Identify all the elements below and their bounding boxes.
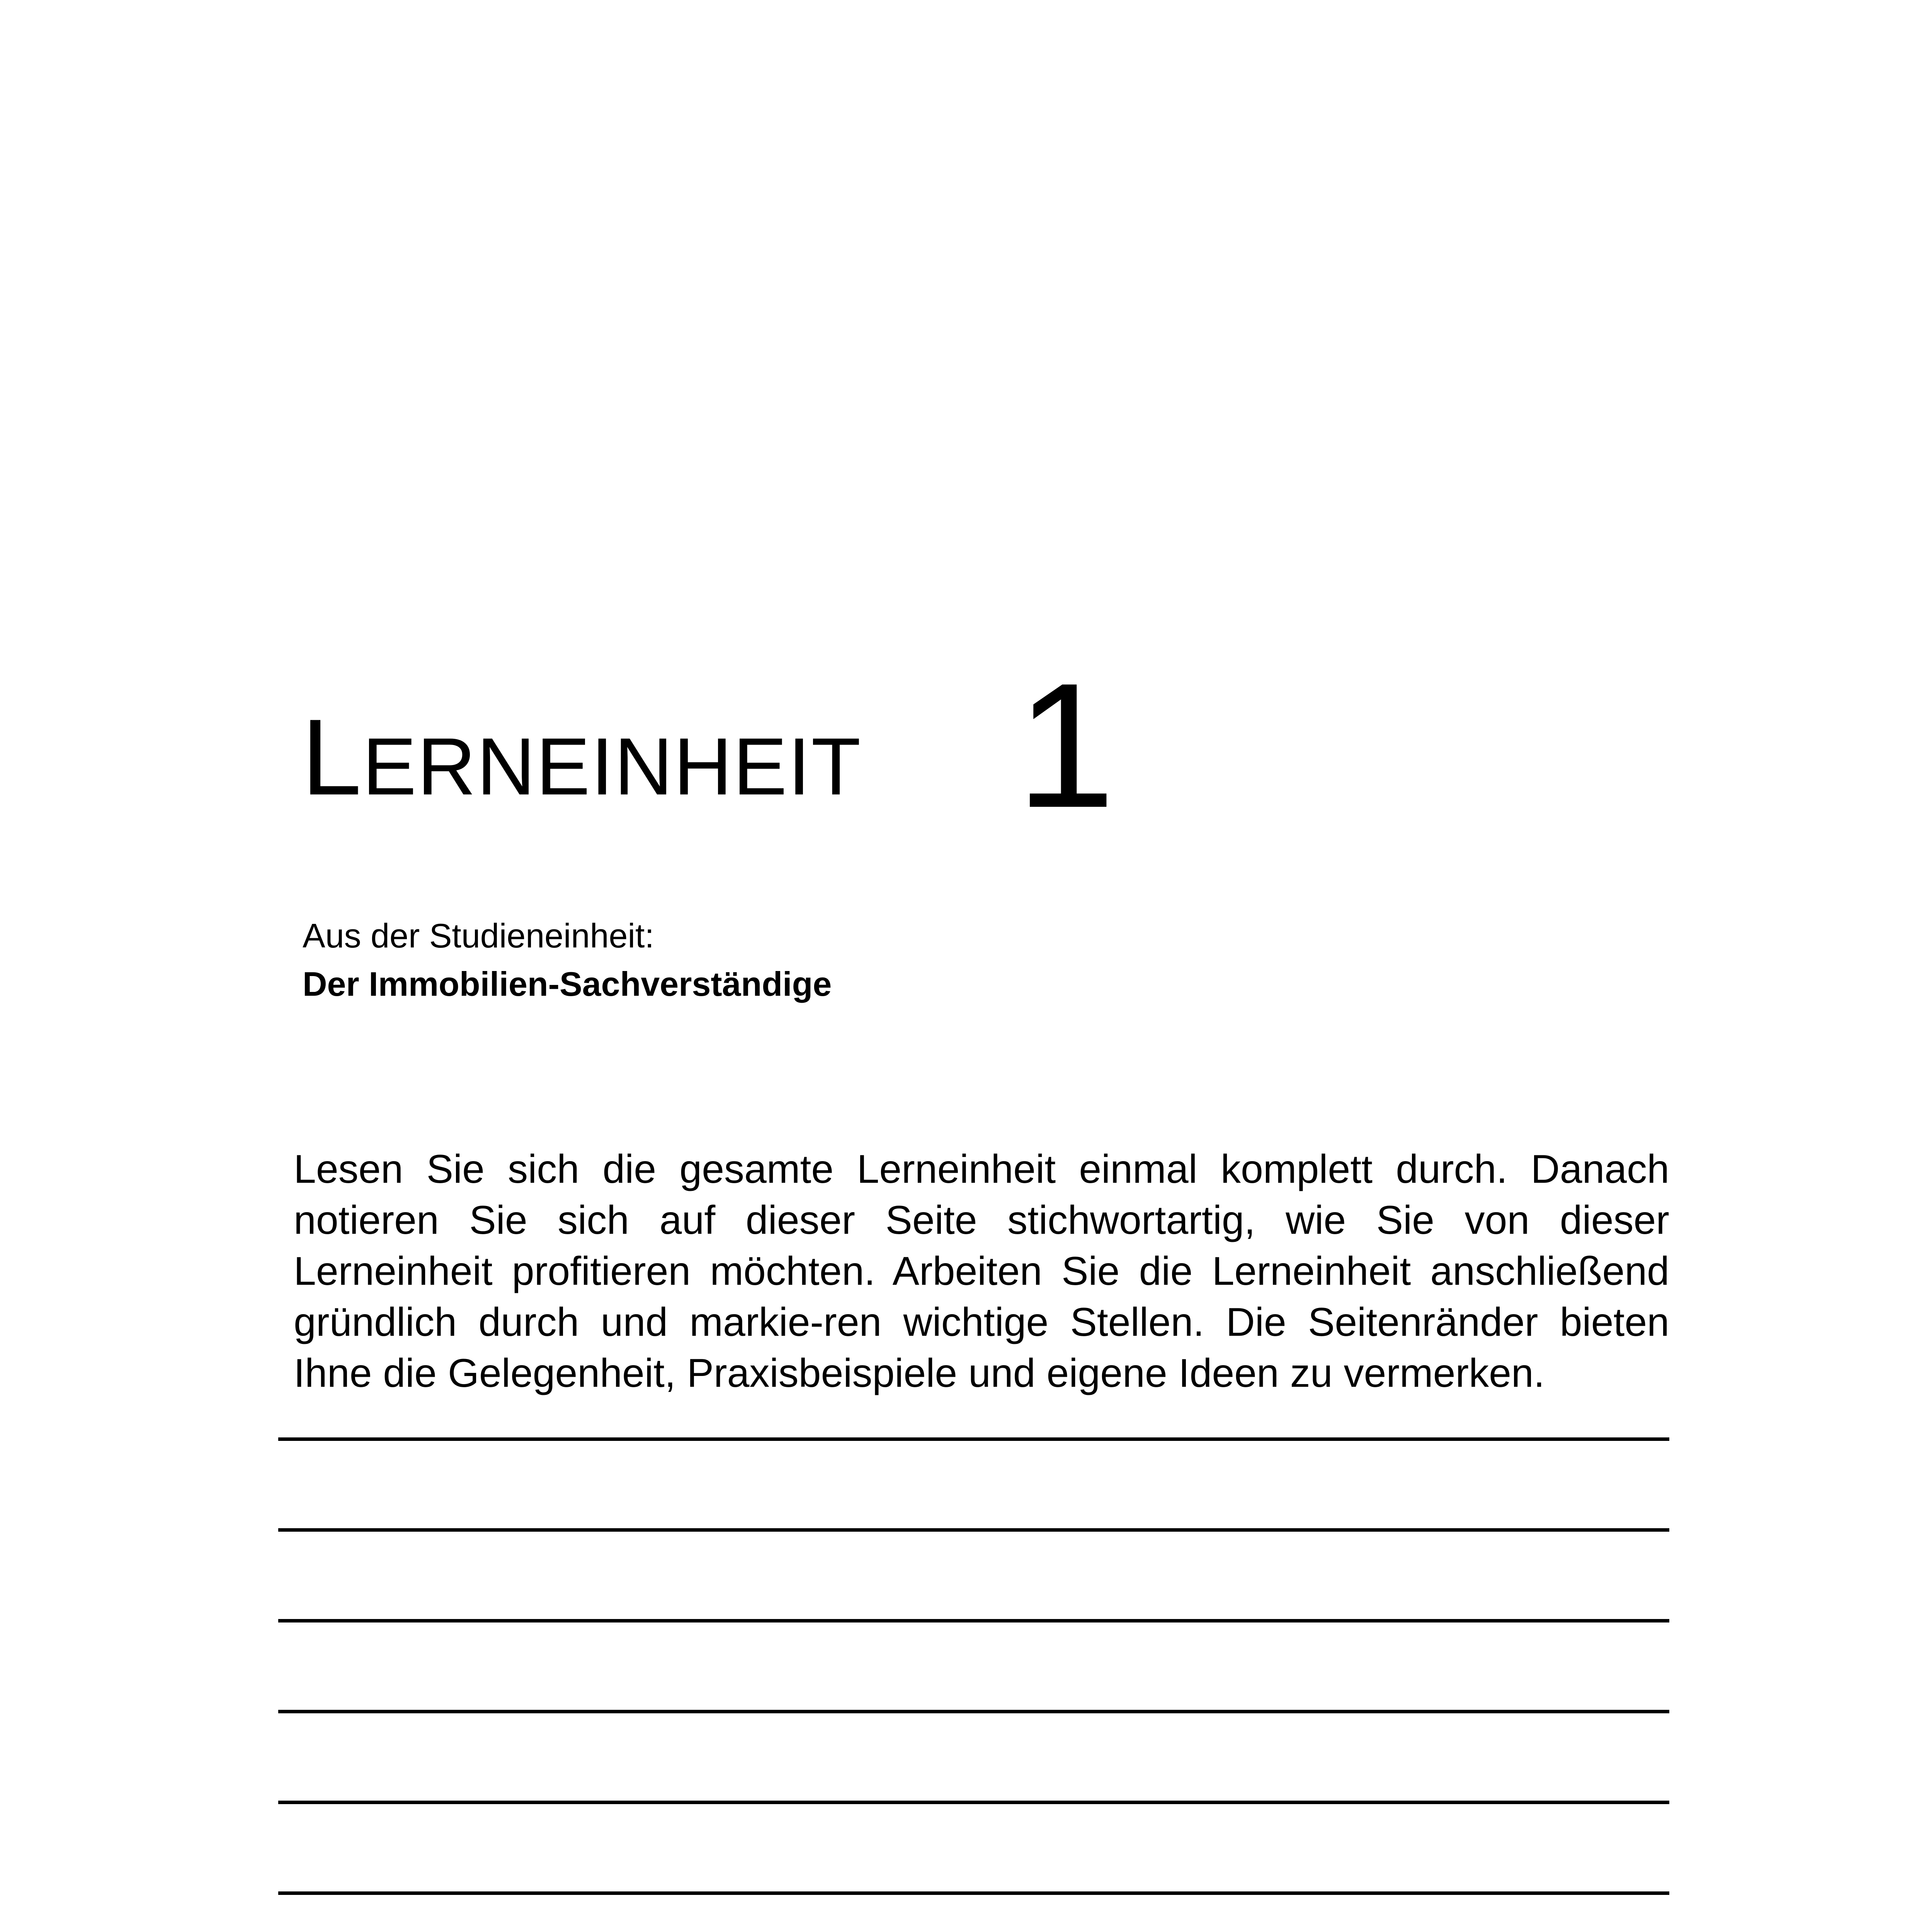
note-line (278, 1528, 1669, 1532)
chapter-heading (301, 646, 1461, 858)
source-title: Der Immobilien-Sachverständige (303, 965, 832, 1003)
intro-paragraph: Lesen Sie sich die gesamte Lerneinheit einmal komplett durch. Danach notieren Sie sich auf dieser Seite stichwortartig, wie Sie von dieser Lerneinheit profitieren möchten. Arbeiten Sie die Lerneinheit anschließend gründlich durch und markie-ren wichtige Stellen. Die Seitenränder bieten Ihne die Gelegenheit, Praxisbeispiele und eigene Ideen zu vermerken. (294, 1147, 1669, 1396)
chapter-title (301, 697, 862, 818)
note-line (278, 1891, 1669, 1895)
note-line (278, 1619, 1669, 1622)
chapter-number: 1 (1016, 646, 1115, 845)
note-line (278, 1801, 1669, 1804)
chapter-title-initial: L (301, 697, 362, 818)
note-lines (278, 1437, 1669, 1932)
chapter-title-rest: ERNEINHEIT (362, 721, 862, 812)
source-label: Aus der Studieneinheit: (303, 917, 654, 955)
note-line (278, 1437, 1669, 1441)
note-line (278, 1710, 1669, 1713)
